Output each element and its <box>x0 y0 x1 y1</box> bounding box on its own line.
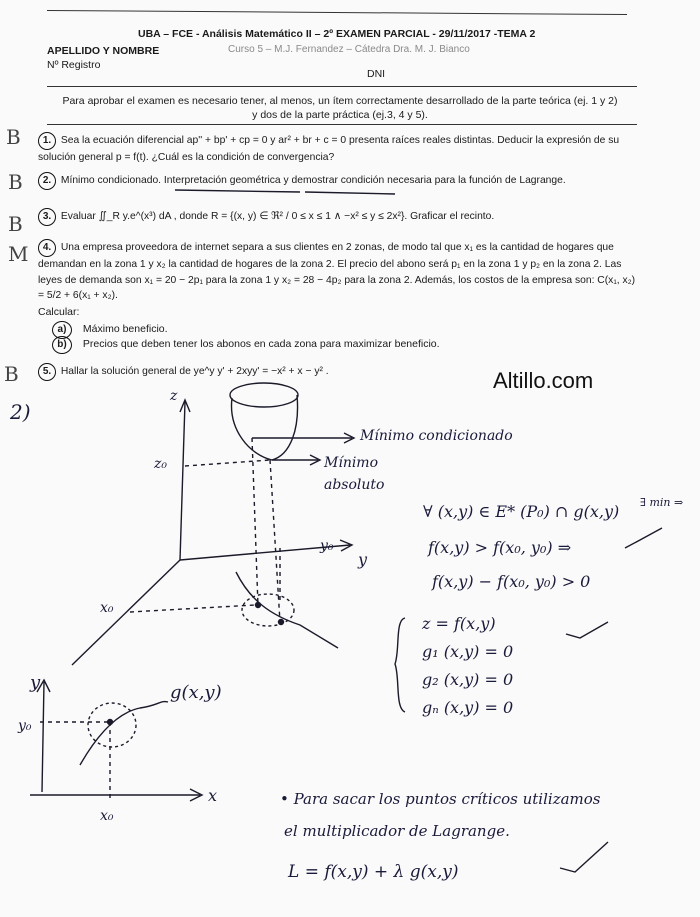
note-line-2: el multiplicador de Lagrange. <box>284 822 510 840</box>
item-letter: a) <box>52 321 72 339</box>
grade-mark-2: B <box>8 170 23 194</box>
condition-line-1: ∀ (x,y) ∈ E* (P₀) ∩ g(x,y) <box>423 502 620 521</box>
question-number: 3. <box>38 208 56 226</box>
dashed-z0 <box>185 460 270 466</box>
axis-y-label: y <box>358 550 368 569</box>
question-text: Mínimo condicionado. Interpretación geométrica y demostrar condición necesaria para la función de Lagrange. <box>60 175 566 186</box>
grade-mark-3: B <box>8 212 23 236</box>
dni-label: DNI <box>367 68 386 80</box>
axis-z-label: z <box>170 388 178 404</box>
paraboloid-rim <box>230 383 298 407</box>
question-number: 2. <box>38 172 56 190</box>
graph2d-y0-label: y₀ <box>18 718 32 734</box>
registro-label: Nº Registro <box>47 59 101 71</box>
graph2d-y-axis <box>42 682 44 792</box>
system-line-1: z = f(x,y) <box>422 614 496 633</box>
system-line-2: g₁ (x,y) = 0 <box>422 642 514 661</box>
question-number: 5. <box>38 363 56 381</box>
item-letter: b) <box>52 336 72 354</box>
system-brace <box>395 618 405 712</box>
system-line-4: gₙ (x,y) = 0 <box>422 698 514 717</box>
axis-x0-label: x₀ <box>100 600 114 616</box>
dashed-drop-2 <box>270 460 280 622</box>
underline-q2 <box>305 192 395 194</box>
graph2d-x-label: x <box>208 786 218 805</box>
axis-x-line <box>72 560 180 665</box>
graph2d-ellipse <box>88 703 136 747</box>
check-mark <box>560 842 608 872</box>
item-text: Máximo beneficio. <box>82 323 168 335</box>
graph2d-y-label: y <box>30 672 41 693</box>
question-text: Sea la ecuación diferencial ap'' + bp' + cp = 0 y ar² + br + c = 0 presenta raíces reales distintas. Deducir la expresión de su solución general p = f(t). ¿Cuál es la condición de convergencia? <box>38 135 620 163</box>
check-mark <box>566 622 608 638</box>
question-number: 1. <box>38 132 56 150</box>
watermark: Altillo.com <box>493 368 594 393</box>
check-mark <box>625 528 662 548</box>
question-text: Evaluar ∬_R y.e^(x³) dA , donde R = {(x, y) ∈ ℜ² / 0 ≤ x ≤ 1 ∧ −x² ≤ y ≤ 2x²}. Graficar el recinto. <box>60 211 495 222</box>
lagrange-formula: L = f(x,y) + λ g(x,y) <box>288 862 459 882</box>
item-text: Precios que deben tener los abonos en cada zona para maximizar beneficio. <box>82 338 440 350</box>
grade-mark-5: B <box>4 362 19 386</box>
graph2d-x0-label: x₀ <box>100 808 114 824</box>
constraint-curve-3d <box>236 572 338 648</box>
question-number: 4. <box>38 239 56 257</box>
underline-q2 <box>175 190 300 192</box>
question-text: Una empresa proveedora de internet separa a sus clientes en 2 zonas, de modo tal que x₁ es la cantidad de hogares que demandan en la zona 1 y x₂ la cantidad de hogares de la zona 2. El precio del abono será p₁ en la zona 1 y p₂ en la zona 2. Las leyes de demanda son x₁ = 20 − 2p₁ para la zona 1 y x₂ = 28 − 4p₂ para la zona 2. Además, los costos de la empresa son: C(x₁, x₂) = 5/2 + 6(x₁ + x₂). <box>38 242 636 301</box>
dashed-x0 <box>130 605 255 612</box>
axis-z-line <box>180 402 185 560</box>
instructions: Para aprobar el examen es necesario tener, al menos, un ítem correctamente desarrollado de la parte teórica (ej. 1 y 2) y dos de la parte práctica (ej.3, 4 y 5). <box>62 95 618 121</box>
question-text: Hallar la solución general de ye^y y' + 2xyy' = −x² + x − y² . <box>60 366 329 377</box>
graph2d-g-label: g(x,y) <box>170 682 222 703</box>
paraboloid <box>232 395 298 460</box>
name-label: APELLIDO Y NOMBRE <box>47 45 160 57</box>
answer-label: 2) <box>10 400 31 424</box>
condition-line-2: f(x,y) > f(x₀, y₀) ⇒ <box>428 538 572 557</box>
exam-title: UBA – FCE - Análisis Matemático II – 2º EXAMEN PARCIAL - 29/11/2017 -TEMA 2 <box>138 28 536 40</box>
condition-line-1-arrow: ∃ min ⇒ <box>640 496 684 509</box>
minimo-condicionado-label: Mínimo condicionado <box>360 428 513 444</box>
dashed-drop-1 <box>252 438 258 606</box>
condition-line-3: f(x,y) − f(x₀, y₀) > 0 <box>432 572 591 591</box>
axis-z0-label: z₀ <box>154 456 167 472</box>
system-line-3: g₂ (x,y) = 0 <box>422 670 514 689</box>
exam-course: Curso 5 – M.J. Fernandez – Cátedra Dra. M. J. Bianco <box>228 44 470 55</box>
grade-mark-1: B <box>6 125 21 149</box>
calcular-label: Calcular: <box>38 306 80 318</box>
note-line-1: • Para sacar los puntos críticos utilizamos <box>280 790 601 808</box>
grade-mark-4: M <box>8 242 29 266</box>
minimo-absoluto-label: Mínimo absoluto <box>324 455 385 493</box>
axis-y0-label: y₀ <box>320 538 334 554</box>
